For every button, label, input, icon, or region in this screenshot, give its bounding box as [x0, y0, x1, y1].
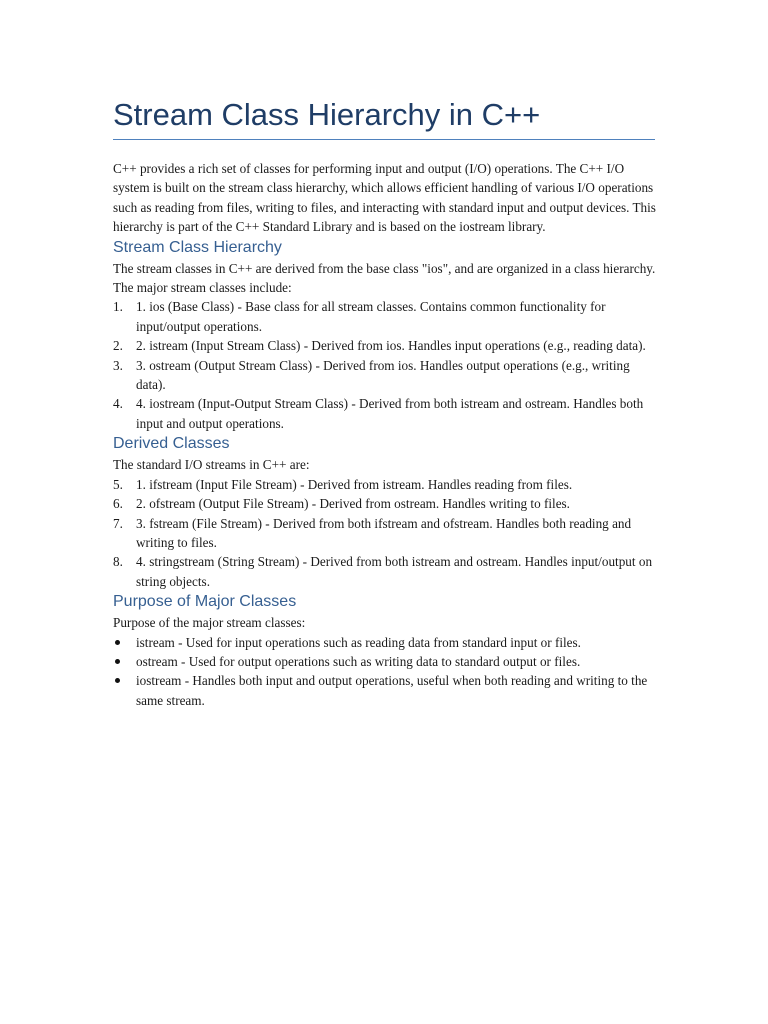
list-item — [113, 514, 658, 553]
document-body — [113, 159, 658, 710]
bullet-icon — [115, 678, 120, 683]
section-lead-derived-classes: The standard I/O streams in C++ are: — [113, 457, 310, 473]
section-heading-purpose-of-major-classes: Purpose of Major Classes — [113, 593, 297, 611]
list-item — [113, 552, 658, 591]
list-item-text: 3. fstream (File Stream) - Derived from both ifstream and ofstream. Handles both reading and writing to files. — [136, 515, 632, 550]
list-number: 7. — [113, 515, 123, 531]
list-item-text: istream - Used for input operations such as reading data from standard input or files. — [136, 634, 581, 650]
section-heading-stream-class-hierarchy: Stream Class Hierarchy — [113, 238, 282, 256]
list-item-text: 1. ios (Base Class) - Base class for all stream classes. Contains common functionality for input/output operations. — [136, 299, 606, 334]
numbered-list-hierarchy — [113, 297, 658, 433]
title-underline — [113, 139, 655, 140]
list-number: 6. — [113, 496, 123, 512]
list-item-text: ostream - Used for output operations such as writing data to standard output or files. — [136, 653, 581, 669]
list-item — [113, 494, 658, 513]
bullet-list-purpose — [113, 633, 658, 711]
list-number: 1. — [113, 299, 123, 315]
list-item-text: 3. ostream (Output Stream Class) - Derived from ios. Handles output operations (e.g., writing data). — [136, 357, 630, 393]
list-item — [113, 297, 658, 336]
section-lead-purpose: Purpose of the major stream classes: — [113, 615, 306, 631]
list-item — [113, 394, 658, 433]
page-title: Stream Class Hierarchy in C++ — [113, 97, 541, 132]
list-number: 4. — [113, 396, 123, 412]
list-item-text: 2. istream (Input Stream Class) - Derived from ios. Handles input operations (e.g., reading data). — [136, 338, 646, 354]
list-number: 5. — [113, 476, 123, 492]
list-number: 8. — [113, 554, 123, 570]
bullet-icon — [115, 640, 120, 645]
section-lead-stream-class-hierarchy: The stream classes in C++ are derived from the base class "ios", and are organized in a class hierarchy. The major stream classes include: — [113, 260, 656, 296]
list-item-text: 1. ifstream (Input File Stream) - Derived from istream. Handles reading from files. — [136, 476, 573, 492]
list-item-text: iostream - Handles both input and output operations, useful when both reading and writing to the same stream. — [136, 673, 648, 708]
bullet-icon — [115, 659, 120, 664]
numbered-list-derived — [113, 475, 658, 591]
list-number: 3. — [113, 357, 123, 373]
intro-paragraph: C++ provides a rich set of classes for performing input and output (I/O) operations. The C++ I/O system is built on the stream class hierarchy, which allows efficient handling of various I/O operations such as reading from files, writing to files, and interacting with standard input and output devices. This hierarchy is part of the C++ Standard Library and is based on the iostream library. — [113, 161, 656, 235]
list-item-text: 4. stringstream (String Stream) - Derived from both istream and ostream. Handles input/output on string objects. — [136, 554, 653, 589]
list-item-text: 4. iostream (Input-Output Stream Class) - Derived from both istream and ostream. Handles both input and output operations. — [136, 396, 644, 431]
list-item — [113, 633, 658, 652]
list-item-text: 2. ofstream (Output File Stream) - Derived from ostream. Handles writing to files. — [136, 496, 570, 512]
list-item — [113, 475, 658, 494]
list-item — [113, 671, 658, 710]
list-number: 2. — [113, 338, 123, 354]
section-heading-derived-classes: Derived Classes — [113, 435, 230, 453]
list-item — [113, 356, 658, 395]
list-item — [113, 652, 658, 671]
list-item — [113, 336, 658, 355]
